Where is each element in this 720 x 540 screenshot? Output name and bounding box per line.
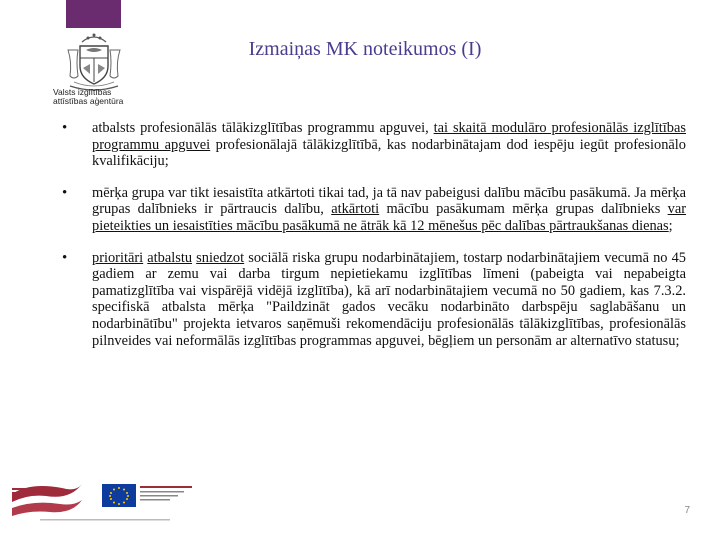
- bullet-item: [62, 120, 686, 170]
- underlined-text-segment: sniedzot: [196, 249, 245, 266]
- page-number: 7: [684, 505, 690, 516]
- text-segment: mācību pasākumam mērķa grupas dalībnieks: [379, 201, 668, 218]
- underlined-text-segment: var pieteikties un iesaistīties mācību pasākumā ne ātrāk kā 12 mēnešus pēc dalības pārtraukšanas dienas: [92, 201, 686, 234]
- bullet-text: [92, 185, 686, 235]
- agency-line-1: Valsts izglītības: [53, 87, 112, 97]
- brand-color-tab: [66, 0, 121, 28]
- bullet-marker: •: [62, 120, 68, 136]
- underlined-text-segment: tai skaitā modulāro profesionālās izglītības programmu apguvei: [92, 120, 686, 153]
- agency-line-2: attīstības aģentūra: [53, 96, 124, 106]
- bullet-text: [92, 120, 686, 170]
- underlined-text-segment: prioritāri: [92, 249, 144, 266]
- underlined-text-segment: atbalstu: [147, 249, 193, 266]
- agency-name: [53, 88, 138, 106]
- text-segment: mērķa grupa var tikt iesaistīta atkārtoti tikai tad, ja tā nav pabeigusi dalību mācību pasākumā. Ja mērķa grupas dalībnieks ir pārtraucis dalību,: [92, 184, 686, 218]
- eu-fund-logo: [102, 484, 192, 507]
- bullet-marker: •: [62, 184, 68, 201]
- national-development-plan-logo: [12, 484, 82, 516]
- footer-logos: [10, 478, 210, 528]
- slide-title: Izmaiņas MK noteikumos (I): [248, 38, 482, 60]
- text-segment: atbalsts profesionālās tālākizglītības programmu apguvei,: [92, 120, 434, 136]
- text-segment: sociālā riska grupu nodarbinātajiem, tostarp nodarbinātajiem vecumā no 45 gadiem ar zemu vai darba tirgum nepietiekamu izglītības līmeni (pabeigta vai nepabeigta pamatizglītība vai vispārējā vidējā izglītība), kā arī nodarbinātajiem vecumā no 50 gadiem, kas 7.3.2. specifiskā atbalsta mērķa "Paildzināt gados vecāku nodarbināto darbspēju saglabāšanu un nodarbinātību" projekta ietvaros saņēmuši rekomendāciju profesionālās tālākizglītības, profesionālās pilnveides vai neformālās izglītības programmas apguvei, bēgļiem un personām ar alternatīvo statusu;: [92, 249, 686, 349]
- footer-tagline-graphic: [40, 519, 170, 521]
- underlined-text-segment: atkārtoti: [331, 201, 380, 218]
- bullet-item: [62, 250, 686, 350]
- bullet-text: [92, 250, 686, 350]
- bullet-marker: •: [62, 249, 68, 266]
- bullet-item: [62, 185, 686, 235]
- text-segment: profesionālajā tālākizglītībā, kas nodarbinātajam dod iespēju iegūt profesionālo kvalifikāciju;: [92, 136, 686, 170]
- bullet-list: [62, 120, 686, 364]
- text-segment: ;: [668, 217, 673, 234]
